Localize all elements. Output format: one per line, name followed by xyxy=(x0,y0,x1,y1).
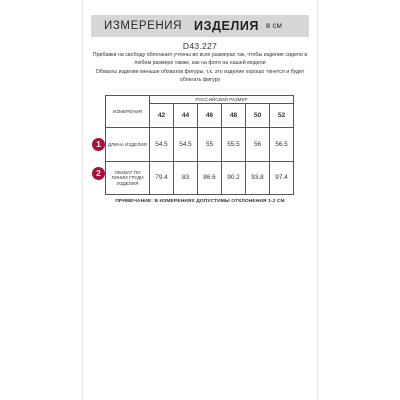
table-cell: 54.5 xyxy=(174,128,198,161)
size-chart-sheet xyxy=(83,0,317,400)
table-row-chest xyxy=(106,161,294,194)
article-number: D43.227 xyxy=(182,41,218,51)
header-unit: в см xyxy=(266,21,282,30)
marker-badge-2: 2 xyxy=(92,167,105,180)
table-cell: 90.2 xyxy=(222,161,246,194)
table-cell: 55 xyxy=(198,128,222,161)
table-corner-label: ИЗМЕРЕНИЯ xyxy=(106,96,150,128)
size-header-cell: 52 xyxy=(270,104,294,128)
header-title-measurements: ИЗМЕРЕНИЯ xyxy=(104,20,183,32)
tolerance-footnote: ПРИМЕЧАНИЕ: В ИЗМЕРЕНИЯХ ДОПУСТИМЫ ОТКЛОНЕНИЯ 1-2 СМ xyxy=(115,199,285,204)
table-cell: 83 xyxy=(174,161,198,194)
size-group-label: РОССИЙСКИЙ РАЗМЕР xyxy=(150,96,294,104)
size-table xyxy=(105,95,294,195)
table-cell: 79.4 xyxy=(150,161,174,194)
table-row-length xyxy=(106,128,294,161)
table-cell: 54.5 xyxy=(150,128,174,161)
header-title-garment: ИЗДЕЛИЯ xyxy=(194,19,259,33)
table-cell: 97.4 xyxy=(270,161,294,194)
row-label-length: ДЛИНА ИЗДЕЛИЯ xyxy=(106,128,150,161)
table-cell: 56.5 xyxy=(270,128,294,161)
table-cell: 56 xyxy=(246,128,270,161)
row-label-chest: ОБХВАТ ПО ЛИНИИ ГРУДИ ИЗДЕЛИЯ xyxy=(106,161,150,194)
fit-allowance-note: Прибавки на свободу облегания учтены во всех размерах так, чтобы изделие сидело в любом размере также, как на фото на нашей модели xyxy=(92,52,308,66)
size-header-cell: 50 xyxy=(246,104,270,128)
table-cell: 55.5 xyxy=(222,128,246,161)
marker-badge-1: 1 xyxy=(92,138,105,151)
size-header-cell: 42 xyxy=(150,104,174,128)
table-cell: 93.8 xyxy=(246,161,270,194)
table-cell: 86.6 xyxy=(198,161,222,194)
stretch-note: Обхваты изделия меньше обхватов фигуры, т.к. это изделие хорошо тянется и будет облегать фигуру xyxy=(95,69,305,83)
size-header-cell: 44 xyxy=(174,104,198,128)
size-header-cell: 48 xyxy=(222,104,246,128)
size-header-cell: 46 xyxy=(198,104,222,128)
